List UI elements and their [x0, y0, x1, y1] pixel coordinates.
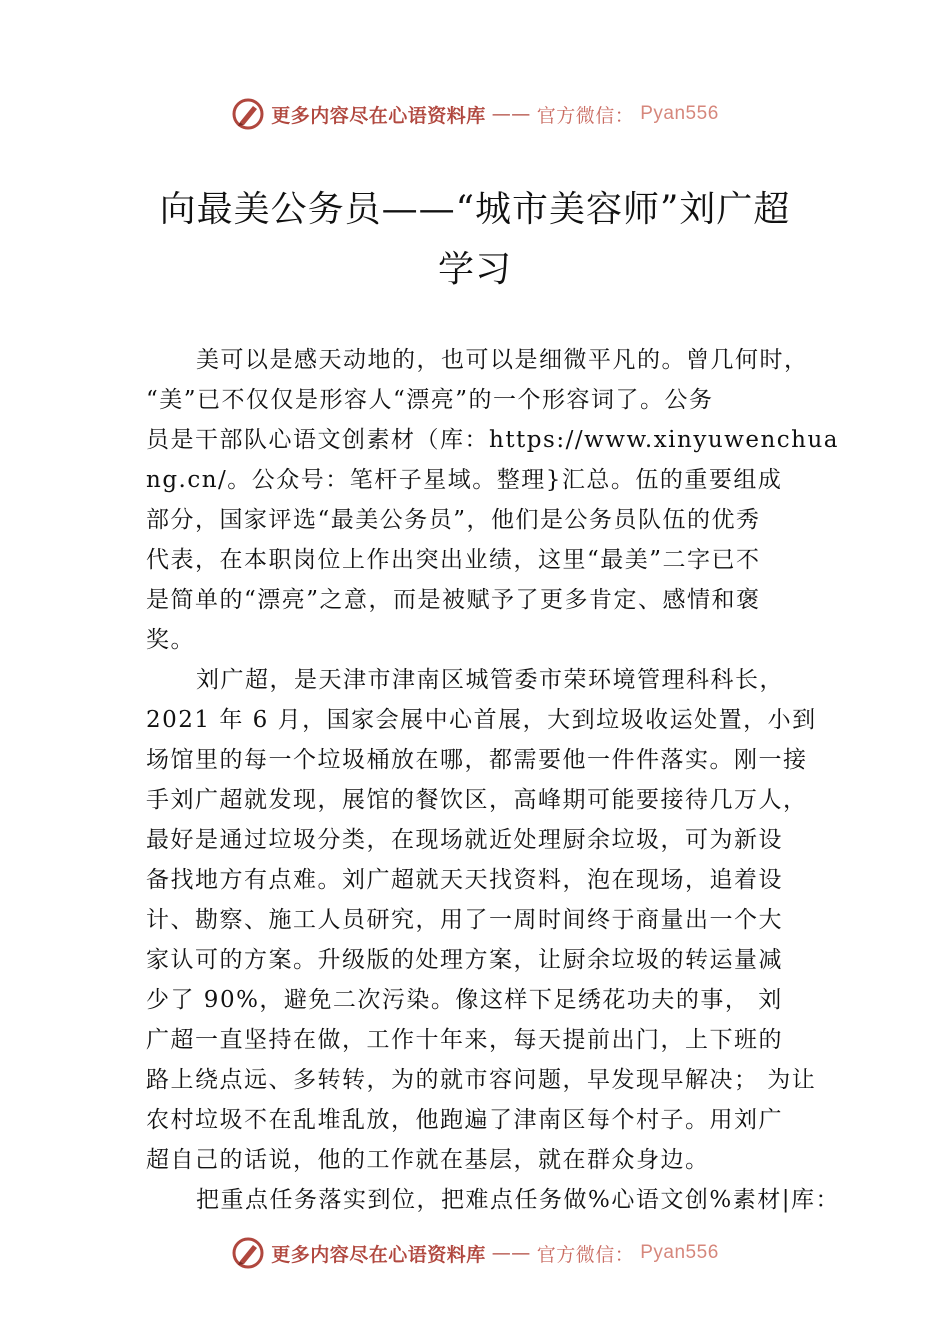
body-line: 少了 90%，避免二次污染。像这样下足绣花功夫的事， 刘 — [146, 987, 783, 1013]
body-line: 2021 年 6 月，国家会展中心首展，大到垃圾收运处置，小到 — [146, 707, 817, 733]
body-line: 代表，在本职岗位上作出突出业绩，这里“最美”二字已不 — [146, 547, 761, 573]
document-title — [0, 180, 950, 300]
banner-wechat-label: 官方微信： — [536, 104, 635, 127]
document-body — [146, 340, 840, 1220]
body-line: 家认可的方案。升级版的处理方案，让厨余垃圾的转运量减 — [146, 947, 783, 973]
header-banner — [0, 97, 950, 131]
body-line: “美”已不仅仅是形容人“漂亮”的一个形容词了。公务 — [146, 387, 714, 413]
body-line: 奖。 — [146, 627, 195, 653]
body-line: 路上绕点远、多转转，为的就市容问题，早发现早解决； 为让 — [146, 1067, 817, 1093]
body-line: 备找地方有点难。刘广超就天天找资料，泡在现场，追着设 — [146, 867, 783, 893]
body-line: 超自己的话说，他的工作就在基层，就在群众身边。 — [146, 1147, 710, 1173]
title-line-2: 学习 — [437, 249, 512, 290]
body-line: 刘广超，是天津市津南区城管委市荣环境管理科科长， — [196, 667, 784, 693]
banner-wechat-handle: Pyan556 — [640, 103, 719, 124]
banner-dash: —— — [491, 1242, 531, 1264]
body-line: 农村垃圾不在乱堆乱放，他跑遍了津南区每个村子。用刘广 — [146, 1107, 783, 1133]
body-line: ng.cn/。公众号：笔杆子星域。整理}汇总。伍的重要组成 — [146, 467, 783, 493]
body-line: 场馆里的每一个垃圾桶放在哪，都需要他一件件落实。刚一接 — [146, 747, 808, 773]
body-line: 计、勘察、施工人员研究，用了一周时间终于商量出一个大 — [146, 907, 783, 933]
title-line-1: 向最美公务员——“城市美容师”刘广超 — [159, 189, 791, 230]
body-line: 把重点任务落实到位，把难点任务做%心语文创%素材|库： — [196, 1187, 840, 1213]
pen-logo-icon — [231, 1236, 265, 1270]
banner-wechat-label: 官方微信： — [536, 1243, 635, 1266]
banner-brand: 更多内容尽在心语资料库 — [271, 104, 486, 127]
body-line: 最好是通过垃圾分类，在现场就近处理厨余垃圾，可为新设 — [146, 827, 783, 853]
body-line: 美可以是感天动地的，也可以是细微平凡的。曾几何时， — [196, 347, 809, 373]
banner-dash: —— — [491, 103, 531, 125]
body-line: 广超一直坚持在做，工作十年来，每天提前出门，上下班的 — [146, 1027, 783, 1053]
body-line: 手刘广超就发现，展馆的餐饮区，高峰期可能要接待几万人， — [146, 787, 808, 813]
body-line: 是简单的“漂亮”之意，而是被赋予了更多肯定、感情和褒 — [146, 587, 761, 613]
footer-banner — [0, 1236, 950, 1270]
pen-logo-icon — [231, 97, 265, 131]
banner-brand: 更多内容尽在心语资料库 — [271, 1243, 486, 1266]
banner-wechat-handle: Pyan556 — [640, 1242, 719, 1263]
body-line: 员是干部队心语文创素材（库：https://www.xinyuwenchua — [146, 427, 839, 453]
body-line: 部分，国家评选“最美公务员”，他们是公务员队伍的优秀 — [146, 507, 761, 533]
